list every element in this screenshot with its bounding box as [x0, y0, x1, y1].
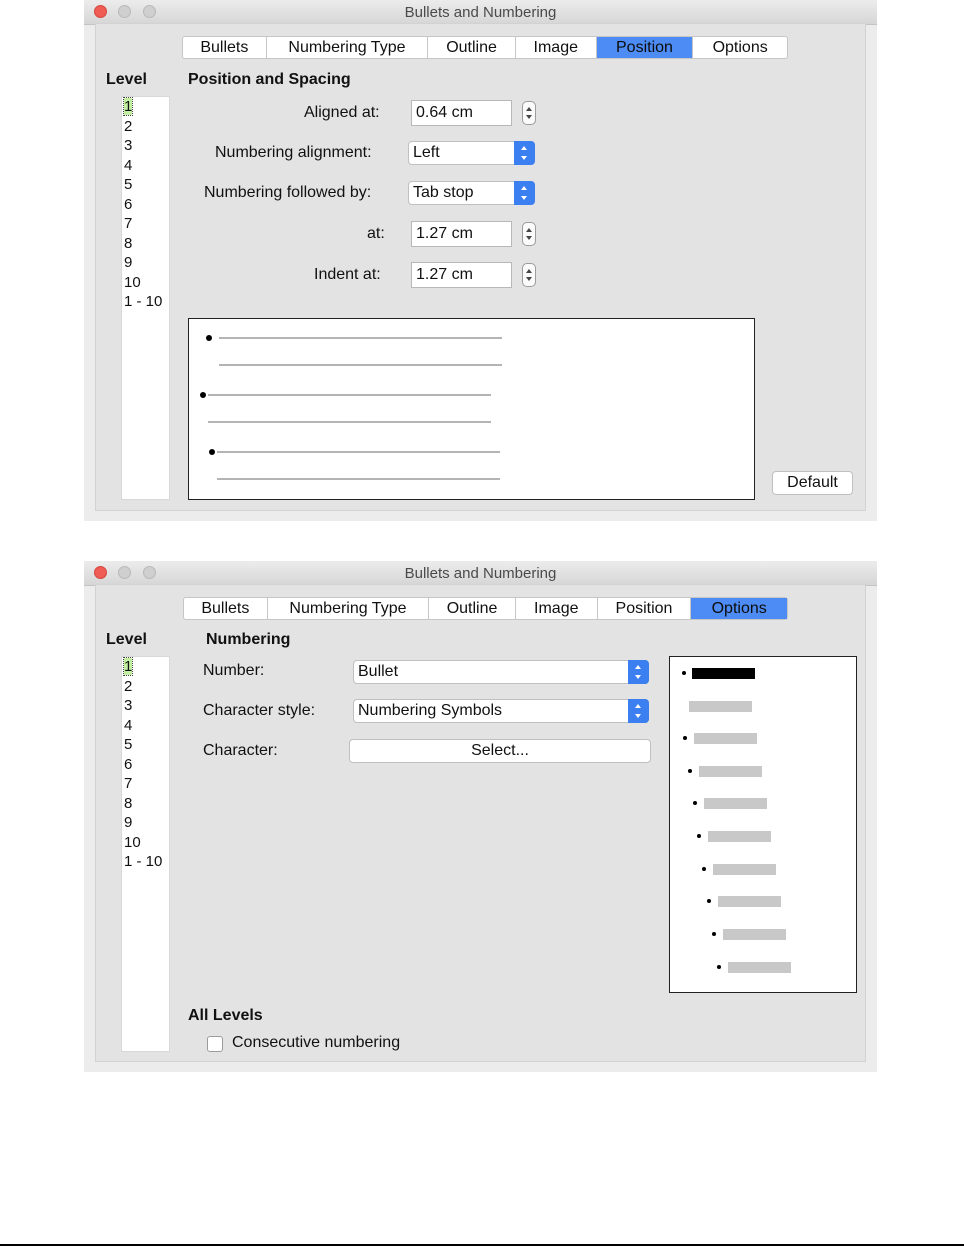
preview-bar	[708, 831, 771, 842]
preview-line	[208, 394, 491, 396]
options-preview	[669, 656, 857, 993]
level-list[interactable]	[121, 96, 170, 500]
level-item[interactable]	[122, 794, 169, 814]
tab-options[interactable]: Options	[691, 598, 787, 619]
level-item-label: 7	[124, 775, 133, 792]
tab-bullets[interactable]: Bullets	[183, 37, 267, 58]
tab-bar	[182, 36, 788, 59]
bullet-icon	[693, 801, 697, 805]
level-item[interactable]	[122, 292, 169, 312]
chevron-updown-icon	[628, 660, 649, 684]
tab-options[interactable]: Options	[712, 38, 768, 56]
indent-at-stepper[interactable]	[522, 263, 536, 287]
at-input[interactable]: 1.27 cm	[411, 221, 512, 247]
dialog-panel	[95, 584, 866, 1062]
level-item[interactable]	[122, 755, 169, 775]
preview-line	[219, 337, 502, 339]
level-heading: Level	[106, 71, 147, 88]
number-select[interactable]	[353, 660, 649, 684]
position-preview	[188, 318, 755, 500]
level-item-label: 7	[124, 215, 133, 232]
tab-bullets[interactable]: Bullets	[184, 598, 268, 619]
consecutive-numbering-label[interactable]: Consecutive numbering	[232, 1034, 401, 1051]
all-levels-heading: All Levels	[188, 1007, 263, 1024]
level-item-label: 3	[124, 137, 133, 154]
tab-image[interactable]: Image	[516, 598, 598, 619]
window-title: Bullets and Numbering	[404, 4, 557, 21]
bullet-icon	[707, 899, 711, 903]
tab-outline[interactable]: Outline	[429, 598, 516, 619]
level-item[interactable]	[122, 677, 169, 697]
level-item-label: 8	[124, 794, 133, 812]
default-button[interactable]: Default	[772, 471, 853, 495]
preview-bar	[704, 798, 767, 809]
numbering-followed-by-label: Numbering followed by:	[204, 184, 372, 201]
tab-outline[interactable]: Outline	[428, 37, 516, 58]
level-item[interactable]	[122, 253, 169, 273]
level-item-label: 2	[124, 117, 133, 135]
character-style-label: Character style:	[203, 702, 316, 719]
character-label: Character:	[203, 742, 278, 759]
level-item[interactable]	[122, 117, 169, 137]
select-character-button[interactable]: Select...	[349, 739, 651, 763]
numbering-alignment-value: Left	[413, 144, 440, 161]
at-label: at:	[367, 225, 385, 242]
indent-at-input[interactable]: 1.27 cm	[411, 262, 512, 288]
level-item-label: 4	[124, 156, 133, 174]
at-stepper[interactable]	[522, 222, 536, 246]
level-item-label: 3	[124, 697, 133, 714]
level-item-label: 8	[124, 234, 133, 252]
bullet-icon	[702, 867, 706, 871]
number-value: Bullet	[358, 663, 399, 680]
bullet-icon	[688, 769, 692, 773]
level-item-label: 1 - 10	[124, 853, 163, 870]
preview-bar	[699, 766, 762, 777]
level-item[interactable]	[122, 852, 169, 872]
level-item-label: 1 - 10	[124, 293, 163, 310]
level-item[interactable]	[122, 234, 169, 254]
level-item-label: 10	[124, 833, 141, 851]
level-item[interactable]	[122, 774, 169, 794]
numbering-followed-by-select[interactable]	[408, 181, 535, 205]
level-item-label: 9	[124, 254, 133, 271]
chevron-updown-icon	[514, 141, 535, 165]
tab-bar	[183, 597, 788, 620]
level-item-label: 6	[124, 195, 133, 213]
tab-position[interactable]: Position	[598, 598, 692, 619]
tab-image[interactable]: Image	[516, 37, 597, 58]
preview-line	[217, 451, 500, 453]
bullet-icon	[209, 449, 215, 455]
preview-bar	[713, 864, 776, 875]
level-item-label: 4	[124, 716, 133, 734]
title-bar	[84, 0, 877, 25]
preview-line	[217, 478, 500, 480]
level-item[interactable]	[122, 214, 169, 234]
bullets-numbering-dialog-options	[84, 561, 877, 1072]
character-style-value: Numbering Symbols	[358, 702, 503, 719]
preview-bar	[728, 962, 791, 973]
consecutive-numbering-checkbox[interactable]	[207, 1036, 223, 1052]
preview-bar-selected	[692, 668, 755, 679]
bullet-icon	[683, 736, 687, 740]
level-item[interactable]	[122, 195, 169, 215]
level-heading: Level	[106, 631, 147, 648]
preview-line	[219, 364, 502, 366]
level-item[interactable]	[122, 813, 169, 833]
level-item[interactable]	[122, 696, 169, 716]
numbering-alignment-select[interactable]	[408, 141, 535, 165]
level-item-label: 5	[124, 736, 133, 753]
title-bar	[84, 561, 877, 586]
bullet-icon	[682, 671, 686, 675]
aligned-at-input[interactable]: 0.64 cm	[411, 100, 512, 126]
window-title: Bullets and Numbering	[404, 565, 557, 582]
level-item-label: 1	[124, 98, 133, 115]
preview-bar	[694, 733, 757, 744]
chevron-updown-icon	[514, 181, 535, 205]
preview-bar	[723, 929, 786, 940]
character-style-select[interactable]	[353, 699, 649, 723]
bullet-icon	[717, 965, 721, 969]
bullets-numbering-dialog-position	[84, 0, 877, 521]
number-label: Number:	[203, 662, 265, 679]
aligned-at-stepper[interactable]	[522, 101, 536, 125]
level-item[interactable]	[122, 136, 169, 156]
level-item-label: 1	[124, 658, 133, 675]
level-item[interactable]	[122, 833, 169, 853]
preview-bar	[689, 701, 752, 712]
dialog-panel	[95, 23, 866, 511]
level-item-label: 9	[124, 814, 133, 831]
preview-line	[208, 421, 491, 423]
bullet-icon	[200, 392, 206, 398]
section-heading: Numbering	[206, 631, 291, 648]
tab-position[interactable]: Position	[597, 37, 694, 58]
level-item[interactable]	[122, 657, 169, 677]
level-item-label: 2	[124, 677, 133, 695]
numbering-alignment-label: Numbering alignment:	[215, 144, 372, 161]
page-divider	[0, 1244, 964, 1246]
tab-numbering-type[interactable]: Numbering Type	[268, 598, 429, 619]
indent-at-label: Indent at:	[314, 266, 381, 283]
bullet-icon	[206, 335, 212, 341]
level-item[interactable]	[122, 97, 169, 117]
aligned-at-label: Aligned at:	[304, 104, 380, 121]
numbering-followed-by-value: Tab stop	[413, 184, 474, 201]
level-item[interactable]	[122, 716, 169, 736]
level-item-label: 10	[124, 273, 141, 291]
section-heading: Position and Spacing	[188, 71, 351, 88]
level-list[interactable]	[121, 656, 170, 1052]
level-item[interactable]	[122, 273, 169, 293]
preview-bar	[718, 896, 781, 907]
level-item[interactable]	[122, 735, 169, 755]
level-item[interactable]	[122, 175, 169, 195]
level-item-label: 5	[124, 176, 133, 193]
tab-numbering-type[interactable]: Numbering Type	[267, 37, 428, 58]
chevron-updown-icon	[628, 699, 649, 723]
bullet-icon	[712, 932, 716, 936]
bullet-icon	[697, 834, 701, 838]
level-item-label: 6	[124, 755, 133, 773]
level-item[interactable]	[122, 156, 169, 176]
